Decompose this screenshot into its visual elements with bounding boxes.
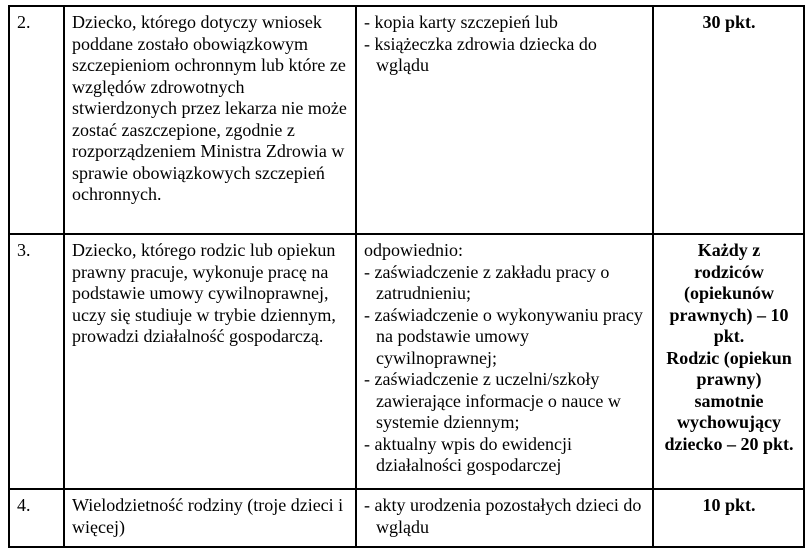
points-text: Każdy z rodziców (opiekunów prawnych) – 10 pkt. — [669, 240, 789, 346]
documents-intro: odpowiednio: — [364, 240, 463, 260]
row-number: 4. — [17, 495, 31, 515]
points-text: 10 pkt. — [702, 495, 756, 515]
row-number-cell — [9, 6, 64, 234]
points-cell — [653, 489, 804, 547]
criterion-cell — [64, 489, 356, 547]
row-number-cell — [9, 489, 64, 547]
document-item: - zaświadczenie z zakładu pracy o zatrudnieniu; — [364, 261, 610, 303]
points-text: Rodzic (opiekun prawny) samotnie wychowujący dziecko – 20 pkt. — [664, 347, 794, 454]
table-row-4 — [9, 489, 804, 547]
documents-cell — [356, 6, 653, 234]
points-cell — [653, 6, 804, 234]
document-item: - akty urodzenia pozostałych dzieci do wglądu — [364, 495, 642, 537]
recruitment-criteria-table — [8, 5, 805, 548]
documents-cell — [356, 489, 653, 547]
criterion-cell — [64, 6, 356, 234]
row-number: 3. — [17, 240, 31, 260]
row-number: 2. — [17, 12, 31, 32]
criterion-cell — [64, 234, 356, 489]
row-number-cell — [9, 234, 64, 489]
criterion-text: Wielodzietność rodziny (troje dzieci i więcej) — [72, 495, 344, 537]
document-item: - zaświadczenie z uczelni/szkoły zawierające informacje o nauce w systemie dziennym; — [364, 369, 621, 432]
document-item: - książeczka zdrowia dziecka do wglądu — [364, 33, 597, 75]
table-row-2 — [9, 6, 804, 234]
criterion-text: Dziecko, którego rodzic lub opiekun prawny pracuje, wykonuje pracę na podstawie umowy cywilnoprawnej, uczy się studiuje w trybie dziennym, prowadzi działalność gospodarczą. — [72, 240, 336, 346]
table-row-3 — [9, 234, 804, 489]
criterion-text: Dziecko, którego dotyczy wniosek poddane zostało obowiązkowym szczepieniom ochronnym lub które ze względów zdrowotnych stwierdzonych przez lekarza nie może zostać zaszczepione, zgodnie z rozporządzeniem Ministra Zdrowia w sprawie obowiązkowych szczepień ochronnych. — [72, 12, 347, 204]
document-item: - aktualny wpis do ewidencji działalności gospodarczej — [364, 433, 572, 475]
documents-cell — [356, 234, 653, 489]
document-item: - zaświadczenie o wykonywaniu pracy na podstawie umowy cywilnoprawnej; — [364, 304, 643, 368]
points-cell — [653, 234, 804, 489]
document-item: - kopia karty szczepień lub — [364, 12, 558, 32]
points-text: 30 pkt. — [702, 12, 756, 32]
